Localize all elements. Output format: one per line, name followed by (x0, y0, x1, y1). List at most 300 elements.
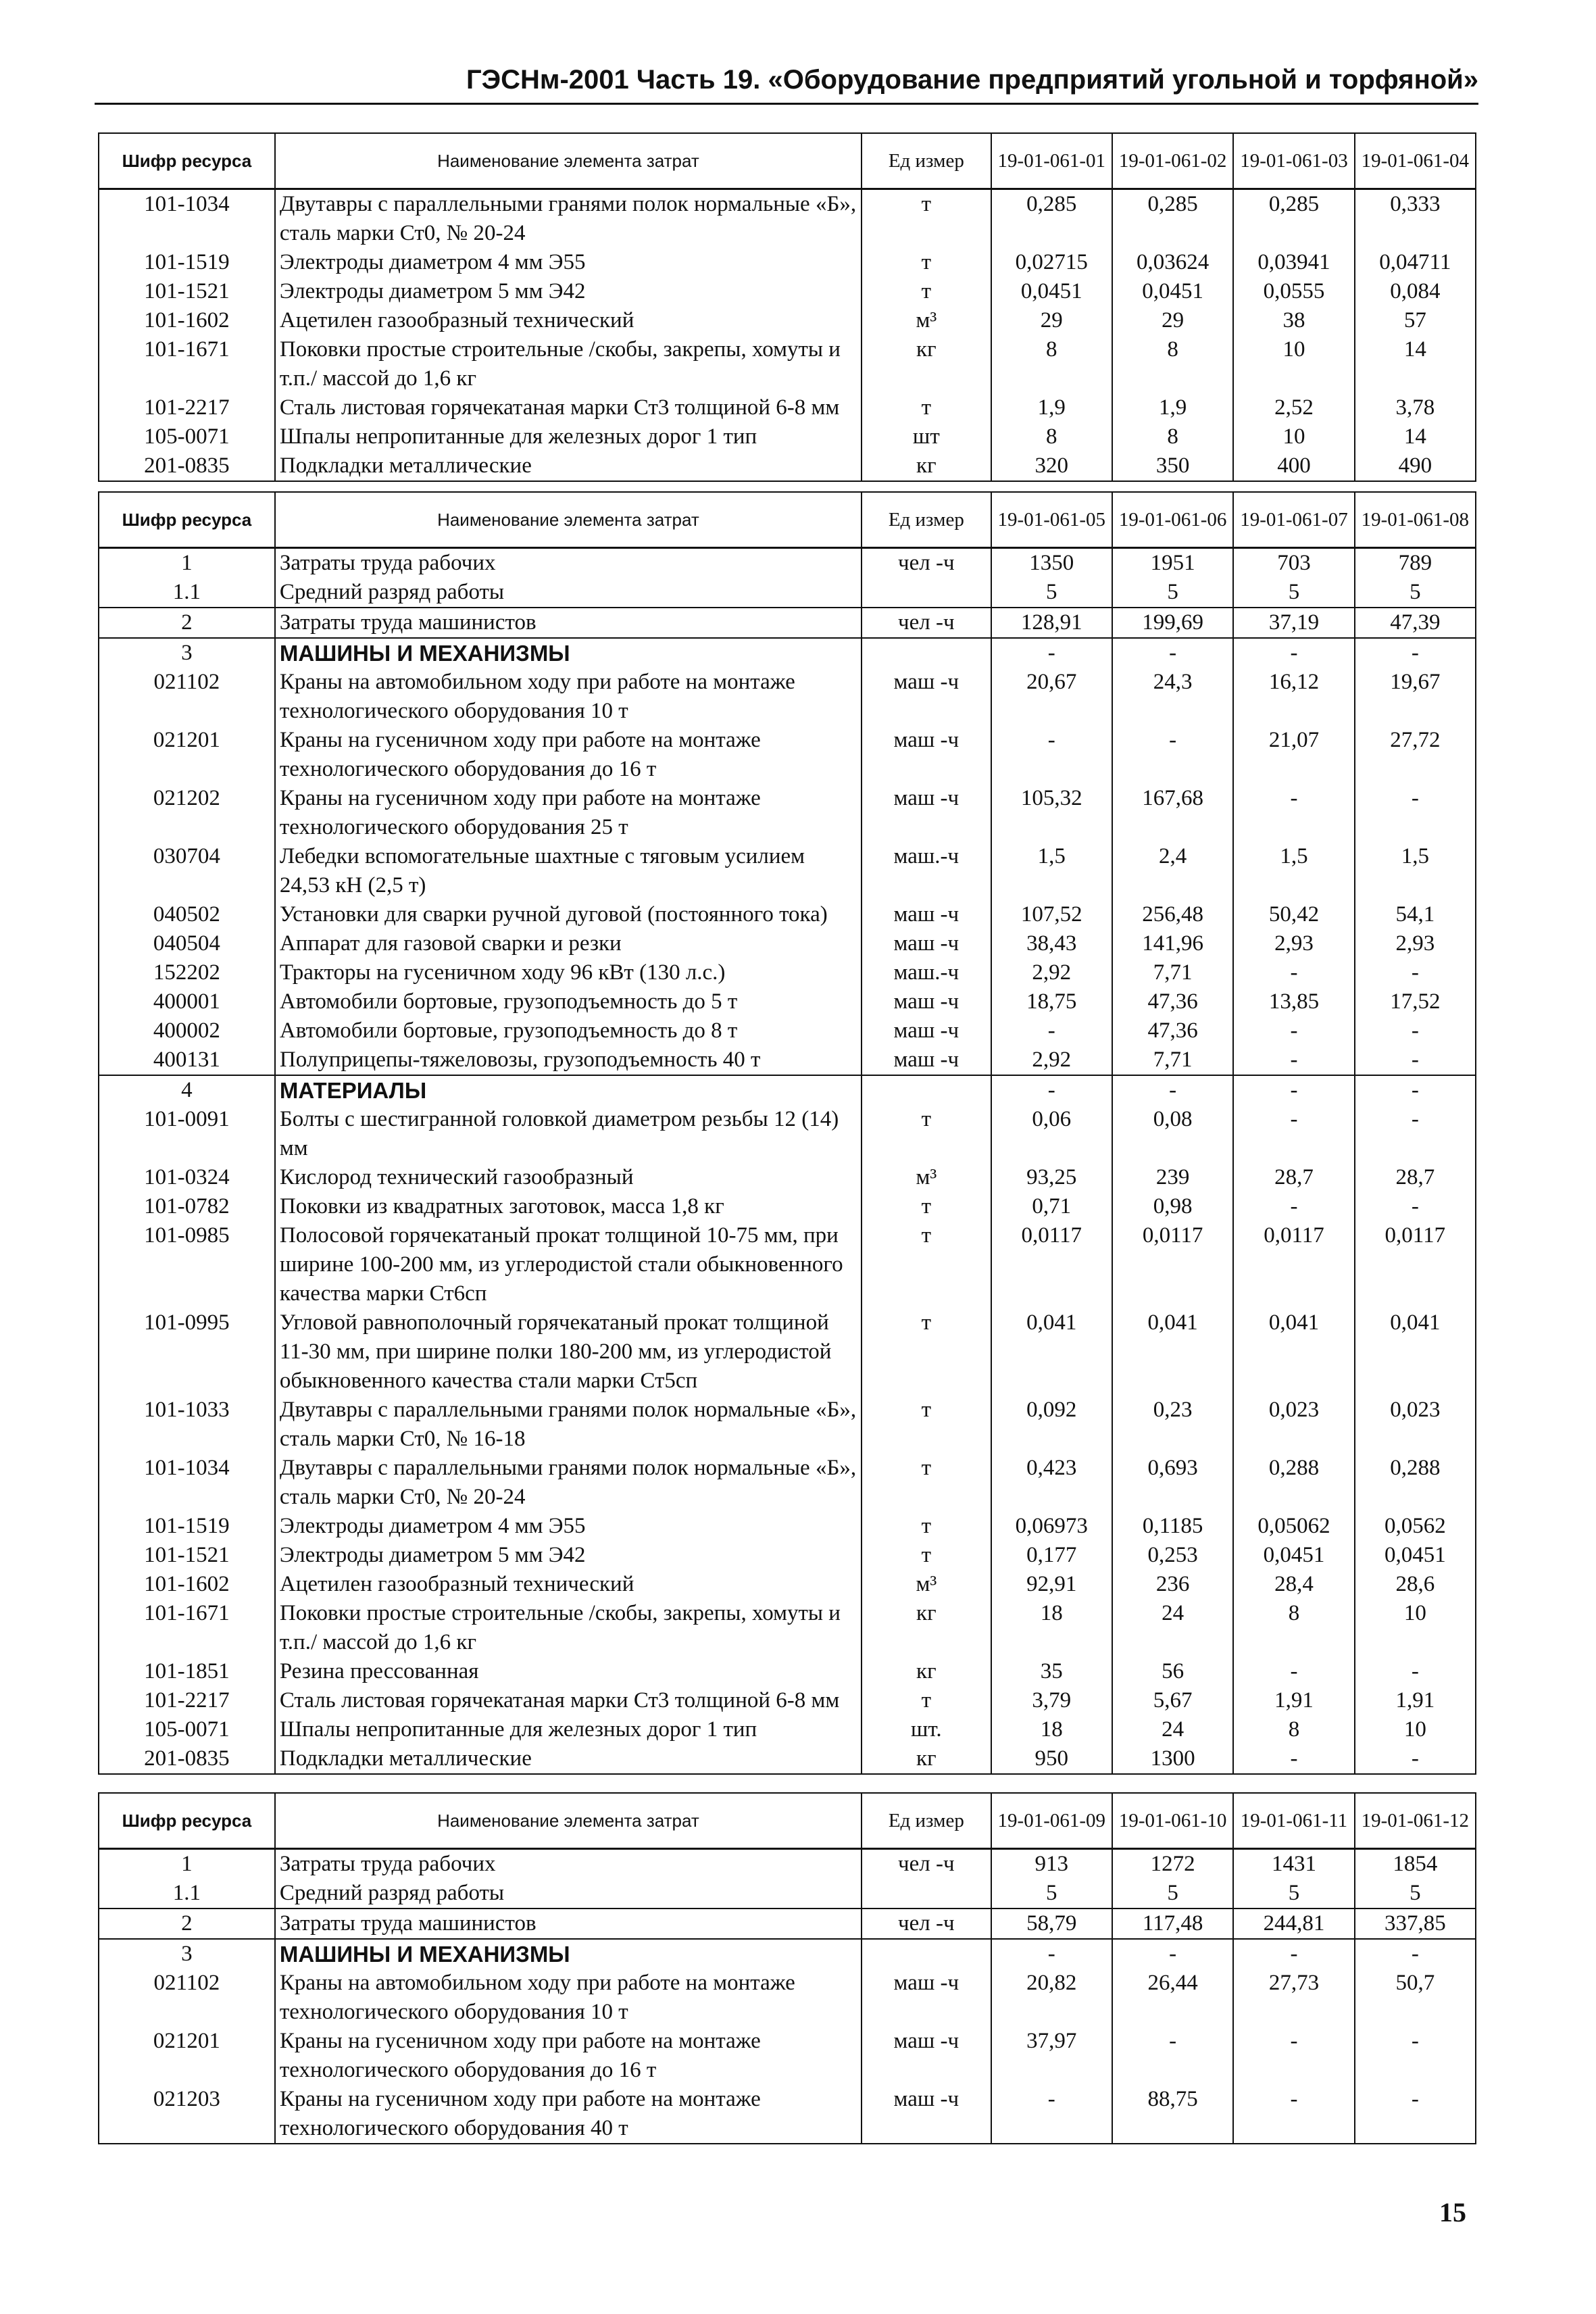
resource-name: Болты с шестигранной головкой диаметром резьбы 12 (14) мм (275, 1105, 862, 1163)
resource-value: - (1355, 1657, 1476, 1686)
resource-value: 1272 (1112, 1849, 1233, 1879)
resource-value: - (1355, 2085, 1476, 2144)
resource-value: 0,0117 (991, 1221, 1112, 1308)
resource-code: 1 (99, 1849, 275, 1879)
resource-unit: маш -ч (862, 1016, 991, 1045)
resource-name: Подкладки металлические (275, 451, 862, 481)
resource-value: 0,041 (1355, 1308, 1476, 1396)
resource-unit (862, 1075, 991, 1105)
header-unit: Ед измер (862, 492, 991, 548)
resource-value: 0,041 (1233, 1308, 1354, 1396)
resource-code: 105-0071 (99, 1715, 275, 1744)
table-row (99, 1396, 1476, 1454)
resource-value: - (1355, 1105, 1476, 1163)
resource-code: 101-0995 (99, 1308, 275, 1396)
resource-value: 57 (1355, 306, 1476, 335)
resource-value: - (1355, 1192, 1476, 1221)
resource-value: 1,5 (1233, 842, 1354, 900)
header-norm-code: 19-01-061-07 (1233, 492, 1354, 548)
resource-unit: кг (862, 335, 991, 393)
table-row (99, 578, 1476, 608)
resource-value: 20,67 (991, 668, 1112, 726)
resource-unit: т (862, 1512, 991, 1541)
resource-value: 1,9 (991, 393, 1112, 422)
table-row (99, 929, 1476, 958)
table-row (99, 1657, 1476, 1686)
resource-unit: маш -ч (862, 929, 991, 958)
resource-value: - (1112, 726, 1233, 784)
resource-value: 0,05062 (1233, 1512, 1354, 1541)
resource-name: Средний разряд работы (275, 578, 862, 608)
resource-unit: т (862, 277, 991, 306)
resource-code: 021201 (99, 726, 275, 784)
table-row (99, 1454, 1476, 1512)
header-code: Шифр ресурса (99, 133, 275, 189)
resource-name: Аппарат для газовой сварки и резки (275, 929, 862, 958)
resource-value: - (1112, 2027, 1233, 2085)
resource-value: 490 (1355, 451, 1476, 481)
resource-code: 030704 (99, 842, 275, 900)
table-row (99, 1192, 1476, 1221)
resource-value: 0,285 (1233, 189, 1354, 249)
resource-name: Угловой равнополочный горячекатаный прокат толщиной 11-30 мм, при ширине полки 180-200 мм, из углеродистой обыкновенного качества стали марки Ст5сп (275, 1308, 862, 1396)
resource-value: 28,6 (1355, 1570, 1476, 1599)
table-row (99, 248, 1476, 277)
resource-value: 3,79 (991, 1686, 1112, 1715)
table-row (99, 1715, 1476, 1744)
resource-value: 20,82 (991, 1969, 1112, 2027)
resource-value: 2,92 (991, 958, 1112, 987)
resource-name: Поковки простые строительные /скобы, закрепы, хомуты и т.п./ массой до 1,6 кг (275, 335, 862, 393)
resource-value: - (1355, 1045, 1476, 1075)
resource-unit: т (862, 1454, 991, 1512)
resource-value: 2,93 (1233, 929, 1354, 958)
resource-value: 54,1 (1355, 900, 1476, 929)
resource-unit: м³ (862, 1163, 991, 1192)
resource-name: Подкладки металлические (275, 1744, 862, 1774)
resource-unit: маш -ч (862, 1045, 991, 1075)
resource-unit: чел -ч (862, 608, 991, 638)
resource-value: - (991, 1939, 1112, 1969)
resource-value: 128,91 (991, 608, 1112, 638)
resource-table-1 (98, 132, 1476, 482)
header-norm-code: 19-01-061-11 (1233, 1793, 1354, 1849)
table-row (99, 189, 1476, 249)
resource-value: - (1355, 1939, 1476, 1969)
resource-unit: чел -ч (862, 1909, 991, 1939)
resource-value: - (1233, 1075, 1354, 1105)
resource-value: 0,02715 (991, 248, 1112, 277)
resource-value: 17,52 (1355, 987, 1476, 1016)
section-row (99, 638, 1476, 668)
resource-unit: кг (862, 1657, 991, 1686)
resource-value: 10 (1233, 335, 1354, 393)
resource-value: 7,71 (1112, 958, 1233, 987)
resource-name: Шпалы непропитанные для железных дорог 1 тип (275, 422, 862, 451)
resource-value: 0,03941 (1233, 248, 1354, 277)
table-row (99, 1909, 1476, 1939)
resource-unit: т (862, 1105, 991, 1163)
resource-value: 0,288 (1355, 1454, 1476, 1512)
resource-value: - (991, 2085, 1112, 2144)
resource-table-2 (98, 491, 1476, 1775)
resource-name: Краны на гусеничном ходу при работе на монтаже технологического оборудования 25 т (275, 784, 862, 842)
resource-value: - (1355, 2027, 1476, 2085)
resource-code: 101-1521 (99, 277, 275, 306)
resource-value: 244,81 (1233, 1909, 1354, 1939)
resource-value: 1,91 (1233, 1686, 1354, 1715)
resource-value: 10 (1355, 1715, 1476, 1744)
resource-value: 2,92 (991, 1045, 1112, 1075)
resource-value: 5 (991, 1879, 1112, 1909)
table-row (99, 1045, 1476, 1075)
resource-value: 47,39 (1355, 608, 1476, 638)
resource-value: - (1233, 784, 1354, 842)
resource-value: 3,78 (1355, 393, 1476, 422)
resource-code: 1 (99, 548, 275, 578)
header-norm-code: 19-01-061-06 (1112, 492, 1233, 548)
resource-value: - (1355, 784, 1476, 842)
resource-code: 101-0091 (99, 1105, 275, 1163)
resource-code: 101-0782 (99, 1192, 275, 1221)
resource-value: - (1355, 958, 1476, 987)
resource-name: Полуприцепы-тяжеловозы, грузоподъемность 40 т (275, 1045, 862, 1075)
resource-unit: т (862, 1396, 991, 1454)
resource-value: 0,0117 (1355, 1221, 1476, 1308)
resource-value: 8 (991, 422, 1112, 451)
resource-value: 14 (1355, 335, 1476, 393)
resource-name: Затраты труда рабочих (275, 548, 862, 578)
resource-code: 3 (99, 1939, 275, 1969)
resource-name: Электроды диаметром 4 мм Э55 (275, 1512, 862, 1541)
resource-code: 040504 (99, 929, 275, 958)
table-row (99, 2027, 1476, 2085)
header-name: Наименование элемента затрат (275, 133, 862, 189)
resource-name: Электроды диаметром 5 мм Э42 (275, 277, 862, 306)
resource-value: 400 (1233, 451, 1354, 481)
resource-value: 5 (1233, 1879, 1354, 1909)
table-row (99, 277, 1476, 306)
table-header-row (99, 492, 1476, 548)
resource-value: 1431 (1233, 1849, 1354, 1879)
resource-value: 92,91 (991, 1570, 1112, 1599)
resource-code: 1.1 (99, 1879, 275, 1909)
resource-value: 5,67 (1112, 1686, 1233, 1715)
resource-value: 8 (1233, 1715, 1354, 1744)
resource-value: 913 (991, 1849, 1112, 1879)
resource-name: Электроды диаметром 4 мм Э55 (275, 248, 862, 277)
resource-value: 256,48 (1112, 900, 1233, 929)
resource-code: 101-1034 (99, 189, 275, 249)
resource-value: 1,91 (1355, 1686, 1476, 1715)
resource-value: 5 (1112, 578, 1233, 608)
resource-code: 021102 (99, 668, 275, 726)
resource-value: 37,97 (991, 2027, 1112, 2085)
resource-code: 101-1519 (99, 248, 275, 277)
resource-code: 021201 (99, 2027, 275, 2085)
resource-value: - (991, 1075, 1112, 1105)
resource-value: 0,423 (991, 1454, 1112, 1512)
resource-code: 101-0324 (99, 1163, 275, 1192)
header-norm-code: 19-01-061-02 (1112, 133, 1233, 189)
resource-code: 021203 (99, 2085, 275, 2144)
header-norm-code: 19-01-061-09 (991, 1793, 1112, 1849)
table-row (99, 668, 1476, 726)
resource-name: Краны на гусеничном ходу при работе на монтаже технологического оборудования 40 т (275, 2085, 862, 2144)
header-norm-code: 19-01-061-03 (1233, 133, 1354, 189)
resource-value: 0,23 (1112, 1396, 1233, 1454)
resource-unit: т (862, 1308, 991, 1396)
resource-value: 1,9 (1112, 393, 1233, 422)
resource-value: 0,693 (1112, 1454, 1233, 1512)
resource-value: 5 (1355, 1879, 1476, 1909)
table-row (99, 1969, 1476, 2027)
resource-value: - (1233, 1657, 1354, 1686)
resource-value: 141,96 (1112, 929, 1233, 958)
resource-name: Краны на гусеничном ходу при работе на монтаже технологического оборудования до 16 т (275, 726, 862, 784)
resource-value: 10 (1233, 422, 1354, 451)
table-row (99, 1308, 1476, 1396)
resource-value: 0,177 (991, 1541, 1112, 1570)
resource-value: 18 (991, 1599, 1112, 1657)
resource-value: 27,73 (1233, 1969, 1354, 2027)
resource-value: 2,52 (1233, 393, 1354, 422)
resource-name: Ацетилен газообразный технический (275, 1570, 862, 1599)
resource-name: Установки для сварки ручной дуговой (постоянного тока) (275, 900, 862, 929)
table-row (99, 1686, 1476, 1715)
resource-value: 0,98 (1112, 1192, 1233, 1221)
resource-value: 37,19 (1233, 608, 1354, 638)
header-name: Наименование элемента затрат (275, 492, 862, 548)
table-row (99, 1541, 1476, 1570)
resource-unit: т (862, 1686, 991, 1715)
resource-value: - (1112, 1075, 1233, 1105)
table-row (99, 1879, 1476, 1909)
resource-name: Ацетилен газообразный технический (275, 306, 862, 335)
header-code: Шифр ресурса (99, 1793, 275, 1849)
resource-unit: т (862, 248, 991, 277)
resource-unit: шт. (862, 1715, 991, 1744)
resource-code: 4 (99, 1075, 275, 1105)
section-row (99, 1939, 1476, 1969)
resource-name: Краны на автомобильном ходу при работе на монтаже технологического оборудования 10 т (275, 1969, 862, 2027)
resource-value: 88,75 (1112, 2085, 1233, 2144)
resource-code: 021202 (99, 784, 275, 842)
resource-name: Поковки простые строительные /скобы, закрепы, хомуты и т.п./ массой до 1,6 кг (275, 1599, 862, 1657)
table-row (99, 306, 1476, 335)
resource-value: 703 (1233, 548, 1354, 578)
resource-code: 3 (99, 638, 275, 668)
resource-value: 5 (1112, 1879, 1233, 1909)
resource-value: 35 (991, 1657, 1112, 1686)
resource-value: - (1233, 1192, 1354, 1221)
resource-name: Краны на автомобильном ходу при работе на монтаже технологического оборудования 10 т (275, 668, 862, 726)
table-row (99, 1512, 1476, 1541)
resource-unit: кг (862, 1744, 991, 1774)
page-number: 15 (1439, 2197, 1466, 2227)
resource-unit: маш -ч (862, 2085, 991, 2144)
resource-value: 950 (991, 1744, 1112, 1774)
resource-value: 199,69 (1112, 608, 1233, 638)
resource-value: 8 (991, 335, 1112, 393)
resource-name: Резина прессованная (275, 1657, 862, 1686)
resource-unit: маш -ч (862, 900, 991, 929)
resource-unit: м³ (862, 1570, 991, 1599)
table-row (99, 1570, 1476, 1599)
resource-code: 040502 (99, 900, 275, 929)
table-row (99, 1744, 1476, 1774)
resource-name: Автомобили бортовые, грузоподъемность до 5 т (275, 987, 862, 1016)
resource-value: - (1355, 638, 1476, 668)
resource-value: 0,285 (1112, 189, 1233, 249)
resource-value: 1350 (991, 548, 1112, 578)
resource-code: 152202 (99, 958, 275, 987)
header-unit: Ед измер (862, 133, 991, 189)
resource-value: 167,68 (1112, 784, 1233, 842)
resource-value: 0,04711 (1355, 248, 1476, 277)
table-header-row (99, 1793, 1476, 1849)
table-row (99, 958, 1476, 987)
resource-code: 101-1851 (99, 1657, 275, 1686)
table-row (99, 1105, 1476, 1163)
resource-value: 0,0117 (1112, 1221, 1233, 1308)
resource-unit: т (862, 1192, 991, 1221)
resource-code: 2 (99, 608, 275, 638)
resource-value: 38,43 (991, 929, 1112, 958)
resource-value: 789 (1355, 548, 1476, 578)
resource-value: - (1233, 1045, 1354, 1075)
resource-code: 101-2217 (99, 393, 275, 422)
resource-value: 239 (1112, 1163, 1233, 1192)
table-row (99, 2085, 1476, 2144)
resource-code: 101-1521 (99, 1541, 275, 1570)
resource-value: 14 (1355, 422, 1476, 451)
resource-code: 201-0835 (99, 1744, 275, 1774)
resource-value: 24 (1112, 1599, 1233, 1657)
resource-unit: маш -ч (862, 668, 991, 726)
resource-value: 5 (1233, 578, 1354, 608)
resource-value: 10 (1355, 1599, 1476, 1657)
header-unit: Ед измер (862, 1793, 991, 1849)
table-header-row (99, 133, 1476, 189)
table-row (99, 842, 1476, 900)
resource-value: 0,023 (1233, 1396, 1354, 1454)
resource-value: - (991, 726, 1112, 784)
header-rule (95, 103, 1478, 105)
resource-name: Двутавры с параллельными гранями полок нормальные «Б», сталь марки Ст0, № 20-24 (275, 189, 862, 249)
header-norm-code: 19-01-061-08 (1355, 492, 1476, 548)
resource-value: 0,288 (1233, 1454, 1354, 1512)
resource-value: 0,041 (991, 1308, 1112, 1396)
resource-name: Шпалы непропитанные для железных дорог 1 тип (275, 1715, 862, 1744)
resource-value: 0,0451 (1233, 1541, 1354, 1570)
resource-value: 18 (991, 1715, 1112, 1744)
resource-value: 2,93 (1355, 929, 1476, 958)
header-norm-code: 19-01-061-01 (991, 133, 1112, 189)
table-row (99, 548, 1476, 578)
resource-unit (862, 578, 991, 608)
resource-code: 101-2217 (99, 1686, 275, 1715)
resource-code: 2 (99, 1909, 275, 1939)
resource-value: - (1112, 1939, 1233, 1969)
resource-value: - (1355, 1075, 1476, 1105)
table-row (99, 451, 1476, 481)
resource-value: 19,67 (1355, 668, 1476, 726)
header-norm-code: 19-01-061-05 (991, 492, 1112, 548)
resource-value: 0,041 (1112, 1308, 1233, 1396)
table-row (99, 987, 1476, 1016)
resource-value: 28,7 (1233, 1163, 1354, 1192)
resource-value: - (1233, 958, 1354, 987)
section-row (99, 1075, 1476, 1105)
resource-value: 24 (1112, 1715, 1233, 1744)
resource-unit: чел -ч (862, 548, 991, 578)
resource-value: 28,4 (1233, 1570, 1354, 1599)
resource-code: 101-1602 (99, 306, 275, 335)
resource-unit: чел -ч (862, 1849, 991, 1879)
resource-unit: кг (862, 1599, 991, 1657)
resource-code: 400001 (99, 987, 275, 1016)
resource-code: 101-1671 (99, 335, 275, 393)
resource-name: Затраты труда машинистов (275, 608, 862, 638)
resource-value: 0,285 (991, 189, 1112, 249)
table-row (99, 1221, 1476, 1308)
table-row (99, 393, 1476, 422)
resource-value: 29 (1112, 306, 1233, 335)
resource-unit: маш -ч (862, 784, 991, 842)
header-norm-code: 19-01-061-12 (1355, 1793, 1476, 1849)
resource-value: 7,71 (1112, 1045, 1233, 1075)
resource-value: 58,79 (991, 1909, 1112, 1939)
resource-value: 0,253 (1112, 1541, 1233, 1570)
resource-name: Тракторы на гусеничном ходу 96 кВт (130 л.с.) (275, 958, 862, 987)
resource-unit: т (862, 189, 991, 249)
resource-value: - (1233, 1016, 1354, 1045)
header-norm-code: 19-01-061-10 (1112, 1793, 1233, 1849)
resource-name: Сталь листовая горячекатаная марки Ст3 толщиной 6-8 мм (275, 1686, 862, 1715)
table-row (99, 784, 1476, 842)
resource-value: 8 (1112, 422, 1233, 451)
resource-name: Поковки из квадратных заготовок, масса 1,8 кг (275, 1192, 862, 1221)
resource-value: 18,75 (991, 987, 1112, 1016)
table-row (99, 726, 1476, 784)
resource-value: 1854 (1355, 1849, 1476, 1879)
resource-value: 27,72 (1355, 726, 1476, 784)
table-row (99, 1849, 1476, 1879)
resource-value: - (1233, 2027, 1354, 2085)
resource-value: 1,5 (1355, 842, 1476, 900)
resource-name: Кислород технический газообразный (275, 1163, 862, 1192)
resource-unit: маш -ч (862, 987, 991, 1016)
resource-name: Затраты труда машинистов (275, 1909, 862, 1939)
resource-name: Полосовой горячекатаный прокат толщиной 10-75 мм, при ширине 100-200 мм, из углеродистой стали обыкновенного качества марки Ст6сп (275, 1221, 862, 1308)
resource-code: 1.1 (99, 578, 275, 608)
resource-value: - (1355, 1744, 1476, 1774)
resource-value: - (1355, 1016, 1476, 1045)
resource-value: 47,36 (1112, 1016, 1233, 1045)
resource-name: Электроды диаметром 5 мм Э42 (275, 1541, 862, 1570)
resource-name: Двутавры с параллельными гранями полок нормальные «Б», сталь марки Ст0, № 16-18 (275, 1396, 862, 1454)
resource-unit: маш -ч (862, 2027, 991, 2085)
resource-code: 101-1033 (99, 1396, 275, 1454)
resource-value: 50,7 (1355, 1969, 1476, 2027)
resource-value: 0,0451 (991, 277, 1112, 306)
resource-value: 0,0562 (1355, 1512, 1476, 1541)
resource-value: 320 (991, 451, 1112, 481)
resource-code: 400002 (99, 1016, 275, 1045)
resource-value: 29 (991, 306, 1112, 335)
header-name: Наименование элемента затрат (275, 1793, 862, 1849)
